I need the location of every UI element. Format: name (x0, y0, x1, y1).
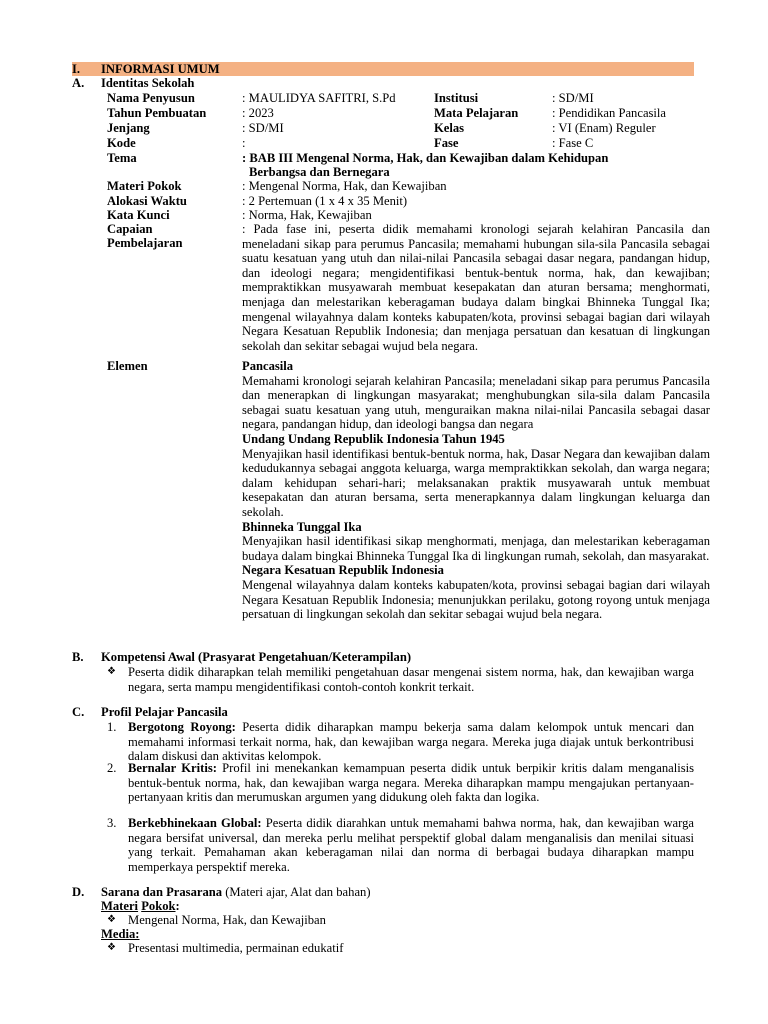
media-item: Presentasi multimedia, permainan edukatif (128, 941, 344, 955)
profil-item-3-num: 3. (107, 816, 117, 830)
section-c-title: Profil Pelajar Pancasila (101, 705, 228, 719)
section-c-letter: C. (72, 705, 85, 719)
label-kata-kunci: Kata Kunci (107, 208, 170, 222)
elemen-text-uud: Menyajikan hasil identifikasi bentuk-bentuk norma, hak, Dasar Negara dan kewajiban dalam kedudukannya sebagai anggota keluarga, warga mempraktikkan sekolah, dan warga negara; dalam kehidupan sehari-hari; melaksanakan praktik musyawarah untuk membuat kesepakatan dan aturan bersama, serta menerapkannya dalam lingkungan keluarga dan sekolah. (242, 446, 710, 519)
section-b-title (101, 650, 411, 665)
section-d-letter: D. (72, 885, 85, 899)
section-b-bullet-icon: ❖ (107, 666, 116, 677)
profil-item-3 (128, 816, 694, 874)
profil-item-2-title: Bernalar Kritis: (128, 761, 217, 775)
profil-item-1 (128, 720, 694, 764)
label-materi-pokok: Materi Pokok (107, 179, 182, 193)
section-b-letter: B. (72, 650, 84, 664)
label-fase: Fase (434, 136, 459, 150)
label-mata-pelajaran: Mata Pelajaran (434, 106, 519, 120)
materi-label-colon: : (175, 899, 180, 913)
value-materi-pokok: : Mengenal Norma, Hak, dan Kewajiban (242, 179, 447, 193)
value-kelas: : VI (Enam) Reguler (552, 121, 656, 135)
profil-item-2 (128, 761, 694, 805)
value-mata-pelajaran: : Pendidikan Pancasila (552, 106, 667, 120)
section-a-title: Identitas Sekolah (101, 76, 195, 90)
section-i-title: INFORMASI UMUM (101, 62, 220, 76)
materi-item: Mengenal Norma, Hak, dan Kewajiban (128, 913, 326, 927)
value-tema-line1: : BAB III Mengenal Norma, Hak, dan Kewajiban dalam Kehidupan (242, 151, 609, 165)
elemen-text-bhinneka: Menyajikan hasil identifikasi sikap menghormati, menjaga, dan melestarikan keberagaman budaya dalam bingkai Bhinneka Tunggal Ika di lingkungan rumah, sekolah, dan masyarakat. (242, 534, 710, 563)
label-alokasi-waktu: Alokasi Waktu (107, 194, 187, 208)
section-d-title (101, 885, 371, 900)
value-tahun-pembuatan: : 2023 (242, 106, 274, 120)
label-kelas: Kelas (434, 121, 465, 135)
media-bullet-icon: ❖ (107, 942, 116, 953)
profil-item-3-text: Peserta didik diarahkan untuk memahami bahwa norma, hak, dan kewajiban warga negara bersifat universal, dan mereka perlu melihat perspektif global dalam menganalisis dan menilai situasi yang terkait. Pemahaman akan keberagaman nilai dan norma di berbagai budaya diharapkan mampu memperkaya perspektif mereka. (128, 816, 694, 874)
label-elemen: Elemen (107, 359, 148, 373)
label-jenjang: Jenjang (107, 121, 150, 135)
profil-item-3-title: Berkebhinekaan Global: (128, 816, 262, 830)
label-kode: Kode (107, 136, 136, 150)
section-b-title-bold: Kompetensi Awal (101, 650, 195, 664)
section-a-letter: A. (72, 76, 85, 90)
profil-item-1-text: Peserta didik diharapkan mampu bekerja sama dalam kelompok untuk mencari dan memahami informasi terkait norma, hak, dan kewajiban warga negara. Mereka juga diajak untuk berkontribusi dalam diskusi dan aktivitas kelompok. (128, 720, 695, 764)
materi-bullet-icon: ❖ (107, 914, 116, 925)
label-tema: Tema (107, 151, 137, 165)
profil-item-2-num: 2. (107, 761, 117, 775)
materi-pokok-label (101, 899, 180, 914)
value-institusi: : SD/MI (552, 91, 594, 105)
media-label: Media: (101, 927, 140, 941)
label-pembelajaran: Pembelajaran (107, 236, 183, 250)
elemen-title-uud: Undang Undang Republik Indonesia Tahun 1945 (242, 431, 505, 446)
materi-label-a: Materi (101, 899, 139, 913)
value-kata-kunci: : Norma, Hak, Kewajiban (242, 208, 372, 222)
label-capaian: Capaian (107, 222, 153, 236)
elemen-text-pancasila: Memahami kronologi sejarah kelahiran Pancasila; meneladani sikap para perumus Pancasila dan menerapkan di lingkungan masyarakat; menghubungkan sila-sila dalam Pancasila sebagai suatu kesatuan yang utuh, menguraikan makna nilai-nilai Pancasila sebagai dasar negara, pandangan hidup, dan ideologi bangsa dan negara (242, 373, 710, 432)
value-nama-penyusun: : MAULIDYA SAFITRI, S.Pd (242, 91, 396, 105)
section-b-title-rest: (Prasyarat Pengetahuan/Keterampilan) (194, 650, 412, 664)
profil-item-2-text: Profil ini menekankan kemampuan peserta didik untuk berpikir kritis dalam menganalisis bentuk-bentuk norma, hak, dan kewajiban warga negara. Mereka diharapkan mampu mengajukan pertanyaan-pertanyaan kritis dan merumuskan argumen yang didukung oleh fakta dan logika. (128, 761, 694, 805)
value-jenjang: : SD/MI (242, 121, 284, 135)
elemen-title-nkri: Negara Kesatuan Republik Indonesia (242, 563, 444, 578)
label-tahun-pembuatan: Tahun Pembuatan (107, 106, 207, 120)
value-alokasi-waktu: : 2 Pertemuan (1 x 4 x 35 Menit) (242, 194, 408, 208)
label-institusi: Institusi (434, 91, 479, 105)
section-d-title-bold: Sarana dan Prasarana (101, 885, 223, 899)
profil-item-1-title: Bergotong Royong: (128, 720, 236, 734)
section-d-title-rest: (Materi ajar, Alat dan bahan) (222, 885, 371, 899)
elemen-title-pancasila: Pancasila (242, 359, 294, 373)
elemen-title-bhinneka: Bhinneka Tunggal Ika (242, 519, 362, 534)
materi-label-b: Pokok (141, 899, 176, 913)
section-i-number: I. (72, 62, 81, 76)
capaian-text: : Pada fase ini, peserta didik memahami kronologi sejarah kelahiran Pancasila dan meneladani sikap para perumus Pancasila; memahami hubungan sila-sila Pancasila sebagai suatu kesatuan yang utuh dan nilai-nilai Pancasila sebagai dasar negara, pandangan hidup, dan ideologi negara; mengidentifikasi bentuk-bentuk norma, hak, dan kewajiban; mempraktikkan musyawarah membuat kesepakatan dan aturan bersama; menghormati, menjaga dan melestarikan keberagaman budaya dalam bingkai Bhinneka Tunggal Ika; mengenal wilayahnya dalam konteks kabupaten/kota, provinsi sebagai bagian dari wilayah Negara Kesatuan Republik Indonesia; dan menjaga persatuan dan kesatuan di lingkungan sekolah dan sekitar sebagai wujud bela negara. (242, 222, 710, 353)
value-fase: : Fase C (552, 136, 594, 150)
elemen-block (242, 359, 710, 622)
profil-item-1-num: 1. (107, 720, 117, 734)
elemen-text-nkri: Mengenal wilayahnya dalam konteks kabupaten/kota, provinsi sebagai bagian dari wilayah Negara Kesatuan Republik Indonesia; menunjukkan perilaku, gotong royong untuk menjaga persatuan di lingkungan sekolah dan sekitar sebagai wujud bela negara. (242, 577, 710, 622)
section-b-text: Peserta didik diharapkan telah memiliki pengetahuan dasar mengenai sistem norma, hak, dan kewajiban warga negara, serta mampu mengidentifikasi contoh-contoh konkrit terkait. (128, 665, 694, 694)
label-nama-penyusun: Nama Penyusun (107, 91, 195, 105)
value-kode: : (242, 136, 246, 150)
value-tema-line2: Berbangsa dan Bernegara (249, 165, 390, 179)
